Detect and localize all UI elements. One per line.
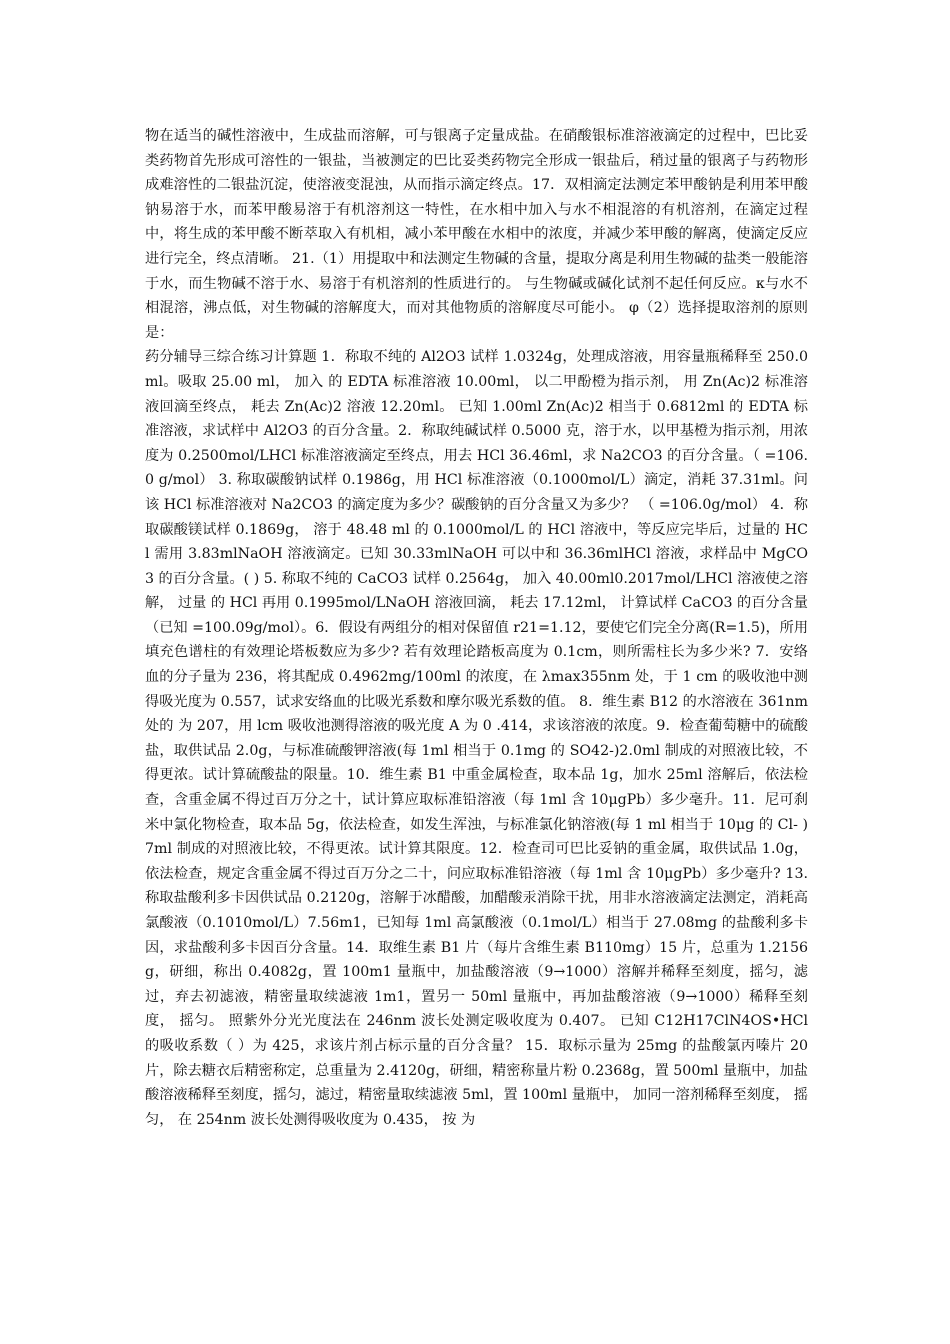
answer-paragraph: 物在适当的碱性溶液中，生成盐而溶解，可与银离子定量成盐。在硝酸银标准溶液滴定的过程中，巴比妥类药物首先形成可溶性的一银盐，当被测定的巴比妥类药物完全形成一银盐后，稍过量的银离子与药物形成难溶性的二银盐沉淀，使溶液变混浊，从而指示滴定终点。17．双相滴定法测定苯甲酸钠是利用苯甲酸钠易溶于水，而苯甲酸易溶于有机溶剂这一特性，在水相中加入与水不相混溶的有机溶剂，在滴定过程中，将生成的苯甲酸不断萃取入有机相，减小苯甲酸在水相中的浓度，并减少苯甲酸的解离，使滴定反应进行完全，终点清晰。 21.（1）用提取中和法测定生物碱的含量，提取分离是利用生物碱的盐类一般能溶于水，而生物碱不溶于水、易溶于有机溶剂的性质进行的。 与生物碱或碱化试剂不起任何反应。κ与水不相混溶，沸点低，对生物碱的溶解度大，而对其他物质的溶解度尽可能小。 φ（2）选择提取溶剂的原则是： [145, 128, 808, 341]
exercise-paragraph: 药分辅导三综合练习计算题 1．称取不纯的 Al2O3 试样 1.0324g，处理成溶液，用容量瓶稀释至 250.0 ml。吸取 25.00 ml， 加入 的 EDTA 标准溶液 10.00ml， 以二甲酚橙为指示剂， 用 Zn(Ac)2 标准溶液回滴至终点， 耗去 Zn(Ac)2 溶液 12.20ml。 已知 1.00ml Zn(Ac)2 相当于 0.6812ml 的 EDTA 标准溶液，求试样中 Al2O3 的百分含量。2．称取纯碱试样 0.5000 克，溶于水，以甲基橙为指示剂，用浓度为 0.2500mol/LHCl 标准溶液滴定至终点，用去 HCl 36.46ml，求 Na2CO3 的百分含量。（ =106.0 g/mol） 3. 称取碳酸钠试样 0.1986g，用 HCl 标准溶液（0.1000mol/L）滴定，消耗 37.31ml。问该 HCl 标准溶液对 Na2CO3 的滴定度为多少？碳酸钠的百分含量又为多少？ （ =106.0g/mol） 4．称取碳酸镁试样 0.1869g， 溶于 48.48 ml 的 0.1000mol/L 的 HCl 溶液中，等反应完毕后，过量的 HCl 需用 3.83mlNaOH 溶液滴定。已知 30.33mlNaOH 可以中和 36.36mlHCl 溶液，求样品中 MgCO3 的百分含量。( ) 5. 称取不纯的 CaCO3 试样 0.2564g， 加入 40.00ml0.2017mol/LHCl 溶液使之溶解， 过量 的 HCl 再用 0.1995mol/LNaOH 溶液回滴， 耗去 17.12ml， 计算试样 CaCO3 的百分含量 （已知 =100.09g/mol）。6．假设有两组分的相对保留值 r21=1.12，要使它们完全分离(R=1.5)，所用填充色谱柱的有效理论塔板数应为多少? 若有效理论踏板高度为 0.1cm，则所需柱长为多少米? 7．安络血的分子量为 236，将其配成 0.4962mg/100ml 的浓度，在 λmax355nm 处，于 1 cm 的吸收池中测得吸光度为 0.557，试求安络血的比吸光系数和摩尔吸光系数的值。 8．维生素 B12 的水溶液在 361nm 处的 为 207，用 lcm 吸收池测得溶液的吸光度 A 为 0 .414，求该溶液的浓度。9．检查葡萄糖中的硫酸盐，取供试品 2.0g，与标准硫酸钾溶液(每 1ml 相当于 0.1mg 的 SO42-)2.0ml 制成的对照液比较，不得更浓。试计算硫酸盐的限量。10．维生素 B1 中重金属检查，取本品 1g，加水 25ml 溶解后，依法检查，含重金属不得过百万分之十，试计算应取标准铅溶液（每 1ml 含 10μgPb）多少毫升。11．尼可刹米中氯化物检查，取本品 5g，依法检查，如发生浑浊，与标准氯化钠溶液(每 1 ml 相当于 10μg 的 Cl- ) 7ml 制成的对照液比较，不得更浓。试计算其限度。12．检查司可巴比妥钠的重金属，取供试品 1.0g，依法检查，规定含重金属不得过百万分之二十，问应取标准铅溶液（每 1ml 含 10μgPb）多少毫升? 13. 称取盐酸利多卡因供试品 0.2120g，溶解于冰醋酸，加醋酸汞消除干扰，用非水溶液滴定法测定，消耗高氯酸液（0.1010mol/L）7.56m1，已知每 1ml 高氯酸液（0.1mol/L）相当于 27.08mg 的盐酸利多卡因，求盐酸利多卡因百分含量。14．取维生素 B1 片（每片含维生素 B110mg）15 片，总重为 1.2156g，研细，称出 0.4082g，置 100m1 量瓶中，加盐酸溶液（9→1000）溶解并稀释至刻度，摇匀，滤过，弃去初滤液，精密量取续滤液 1m1，置另一 50ml 量瓶中，再加盐酸溶液（9→1000）稀释至刻度， 摇匀。 照紫外分光光度法在 246nm 波长处测定吸收度为 0.407。 已知 C12H17ClN4OS•HCl 的吸收系数（ ）为 425，求该片剂占标示量的百分含量？ 15．取标示量为 25mg 的盐酸氯丙嗪片 20 片，除去糖衣后精密称定，总重量为 2.4120g，研细，精密称量片粉 0.2368g，置 500ml 量瓶中，加盐酸溶液稀释至刻度，摇匀，滤过，精密量取续滤液 5ml，置 100ml 量瓶中， 加同一溶剂稀释至刻度， 摇匀， 在 254nm 波长处测得吸收度为 0.435， 按 为 [145, 349, 809, 1128]
document-page [145, 124, 808, 1132]
